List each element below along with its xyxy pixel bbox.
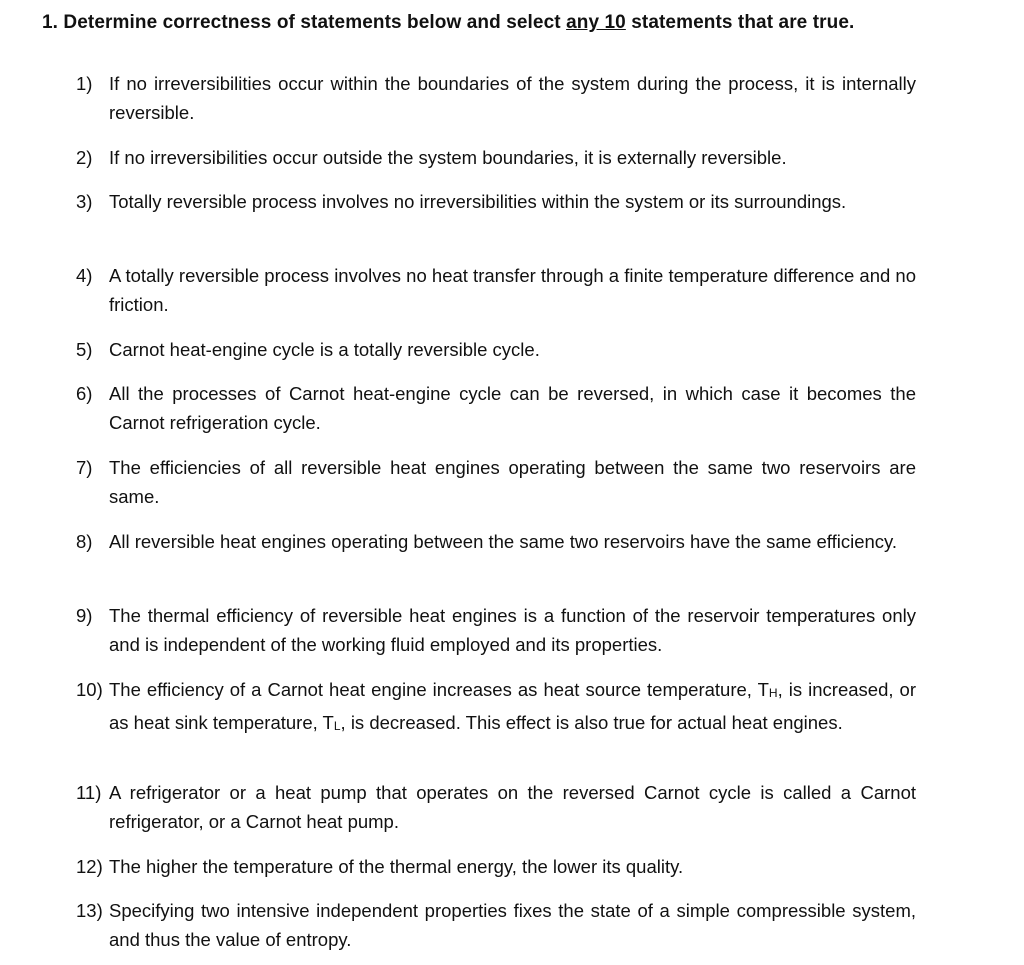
statement-text (109, 675, 916, 741)
statement-number: 4) (76, 265, 93, 286)
statement-10 (76, 675, 916, 741)
statement-1 (76, 69, 916, 127)
statement-8 (76, 527, 916, 556)
statement-number: 12) (76, 856, 103, 877)
subscript-hot: H (768, 686, 778, 700)
statement-13 (76, 896, 916, 954)
statement-number: 5) (76, 339, 93, 360)
statement-text: Totally reversible process involves no irreversibilities within the system or its surroundings. (109, 191, 847, 212)
statement-text: All the processes of Carnot heat-engine cycle can be reversed, in which case it becomes the Carnot refrigeration cycle. (109, 383, 916, 433)
statement-2 (76, 143, 916, 172)
statement-6 (76, 379, 916, 437)
statement-number: 10) (76, 679, 103, 700)
question-prefix: 1. Determine correctness of statements below and select (42, 12, 567, 33)
question-suffix: statements that are true. (625, 12, 855, 33)
statement-text: If no irreversibilities occur within the boundaries of the system during the process, it is internally reversible. (109, 73, 916, 123)
statement-text: The efficiencies of all reversible heat engines operating between the same two reservoirs are same. (109, 457, 916, 507)
statement-text: Carnot heat-engine cycle is a totally reversible cycle. (109, 339, 540, 360)
statement-text: Specifying two intensive independent properties fixes the state of a simple compressible system, and thus the value of entropy. (109, 900, 916, 950)
statement-4 (76, 261, 916, 319)
statement-text-part: The efficiency of a Carnot heat engine increases as heat source temperature, T (109, 679, 769, 700)
statement-11 (76, 778, 916, 836)
subscript-low: L (333, 719, 341, 733)
statement-number: 1) (76, 73, 93, 94)
statement-number: 13) (76, 900, 103, 921)
statement-number: 3) (76, 191, 93, 212)
statement-number: 11) (76, 782, 102, 803)
statement-7 (76, 453, 916, 511)
statement-number: 2) (76, 147, 93, 168)
statement-text: A totally reversible process involves no heat transfer through a finite temperature difference and no friction. (109, 265, 916, 315)
statement-9 (76, 601, 916, 659)
statement-5 (76, 335, 916, 364)
statement-text: All reversible heat engines operating between the same two reservoirs have the same efficiency. (109, 531, 898, 552)
statement-number: 8) (76, 531, 93, 552)
statement-text-part: , is increased, or as heat sink temperature, T (109, 679, 916, 733)
statement-number: 6) (76, 383, 93, 404)
question-emphasis: any 10 (566, 12, 626, 33)
statement-3 (76, 187, 916, 216)
statement-number: 7) (76, 457, 93, 478)
statement-text: The higher the temperature of the thermal energy, the lower its quality. (109, 856, 684, 877)
statement-12 (76, 852, 916, 881)
statement-text: If no irreversibilities occur outside the system boundaries, it is externally reversible. (109, 147, 787, 168)
statement-text-part: , is decreased. This effect is also true for actual heat engines. (340, 712, 843, 733)
statement-text: A refrigerator or a heat pump that operates on the reversed Carnot cycle is called a Carnot refrigerator, or a Carnot heat pump. (109, 782, 916, 832)
statement-number: 9) (76, 605, 93, 626)
statement-text: The thermal efficiency of reversible heat engines is a function of the reservoir temperatures only and is independent of the working fluid employed and its properties. (109, 605, 916, 655)
